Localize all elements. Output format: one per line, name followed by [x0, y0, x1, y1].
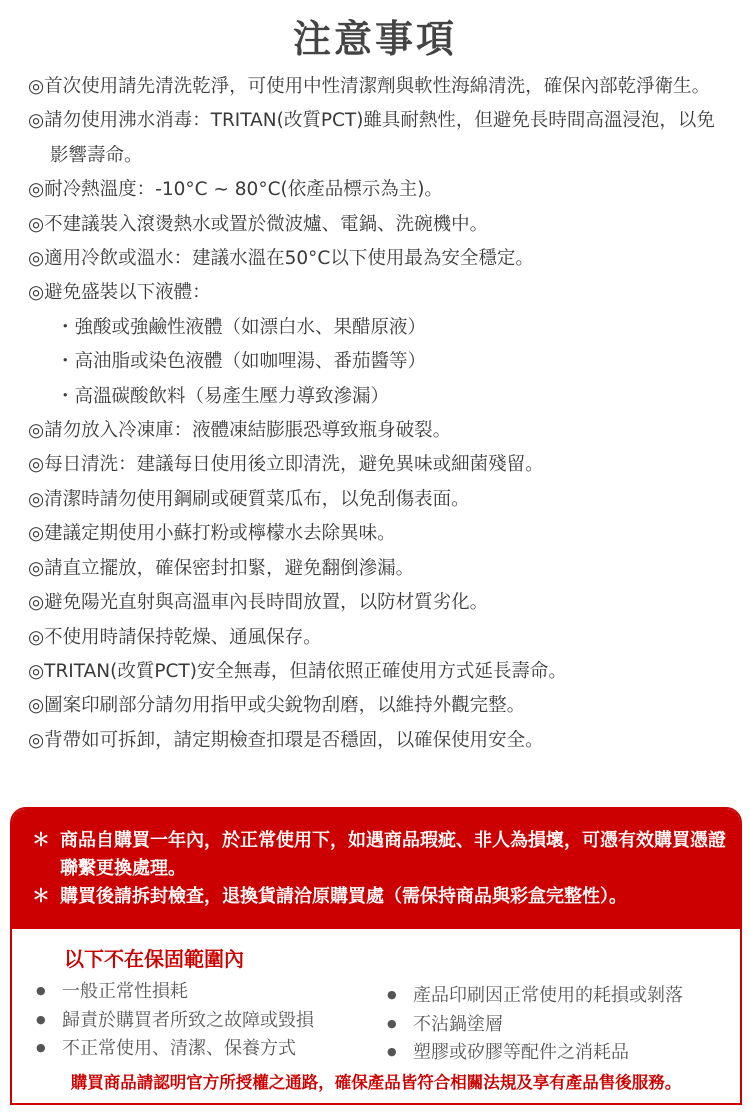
note-item: ◎背帶如可拆卸，請定期檢查扣環是否穩固，以確保使用安全。	[28, 729, 544, 751]
note-item: ◎請勿放入冷凍庫：液體凍結膨脹恐導致瓶身破裂。	[28, 420, 452, 442]
note-item: ◎建議定期使用小蘇打粉或檸檬水去除異味。	[28, 523, 396, 545]
warranty-line: ＊ 商品自購買一年內，於正常使用下，如遇商品瑕疵、非人為損壞，可憑有效購買憑證聯繫更換處理。	[32, 827, 740, 883]
exclusion-item: ● 塑膠或矽膠等配件之消耗品	[387, 1038, 683, 1067]
exclusion-item: ● 產品印刷因正常使用的耗損或剝落	[387, 981, 683, 1010]
exclusion-item: ● 不沾鍋塗層	[387, 1010, 683, 1039]
note-item: ◎首次使用請先清洗乾淨，可使用中性清潔劑與軟性海綿清洗，確保內部乾淨衛生。	[28, 76, 711, 97]
asterisk-icon: ＊	[32, 886, 50, 907]
exclusion-item: ● 歸責於購買者所致之故障或毀損	[36, 1006, 314, 1035]
exclusion-title: 以下不在保固範圍內	[64, 947, 244, 971]
note-subitem: ・高油脂或染色液體（如咖哩湯、番茄醬等）	[56, 351, 427, 373]
note-item: ◎適用冷飲或溫水：建議水溫在50°C以下使用最為安全穩定。	[28, 248, 534, 270]
note-item: ◎不使用時請保持乾燥、通風保存。	[28, 626, 322, 648]
warranty-box	[10, 807, 742, 1105]
exclusion-item: ● 一般正常性損耗	[36, 977, 314, 1006]
note-item: ◎避免盛裝以下液體：	[28, 282, 211, 304]
note-item: ◎圖案印刷部分請勿用指甲或尖銳物刮磨，以維持外觀完整。	[28, 695, 526, 717]
note-item: ◎避免陽光直射與高溫車內長時間放置，以防材質劣化。	[28, 592, 489, 614]
note-item: ◎每日清洗：建議每日使用後立即清洗，避免異味或細菌殘留。	[28, 454, 544, 476]
asterisk-icon: ＊	[32, 830, 50, 851]
note-subitem: ・強酸或強鹼性液體（如漂白水、果醋原液）	[56, 316, 427, 338]
note-item: ◎清潔時請勿使用鋼刷或硬質菜瓜布，以免刮傷表面。	[28, 488, 470, 510]
exclusion-item: ● 不正常使用、清潔、保養方式	[36, 1034, 314, 1063]
warranty-line: ＊ 購買後請拆封檢查，退換貨請洽原購買處（需保持商品與彩盒完整性）。	[32, 883, 740, 911]
note-item: ◎耐冷熱溫度：-10°C ~ 80°C(依產品標示為主)。	[28, 179, 443, 201]
note-item: ◎請直立擺放，確保密封扣緊，避免翻倒滲漏。	[28, 557, 415, 579]
note-item: ◎請勿使用沸水消毒：TRITAN(改質PCT)雖具耐熱性，但避免長時間高溫浸泡，以免影響壽命。	[28, 110, 715, 166]
note-item: ◎TRITAN(改質PCT)安全無毒，但請依照正確使用方式延長壽命。	[28, 660, 567, 682]
note-item: ◎不建議裝入滾燙熱水或置於微波爐、電鍋、洗碗機中。	[28, 213, 489, 235]
warranty-header	[12, 809, 740, 929]
page-title: 注意事項	[292, 17, 457, 61]
exclusions-left	[36, 977, 314, 1063]
exclusions-right	[387, 981, 683, 1067]
note-subitem: ・高溫碳酸飲料（易產生壓力導致滲漏）	[56, 385, 390, 407]
footer-notice: 購買商品請認明官方所授權之通路，確保產品皆符合相關法規及享有產品售後服務。	[70, 1073, 682, 1092]
notes-list	[28, 70, 728, 758]
